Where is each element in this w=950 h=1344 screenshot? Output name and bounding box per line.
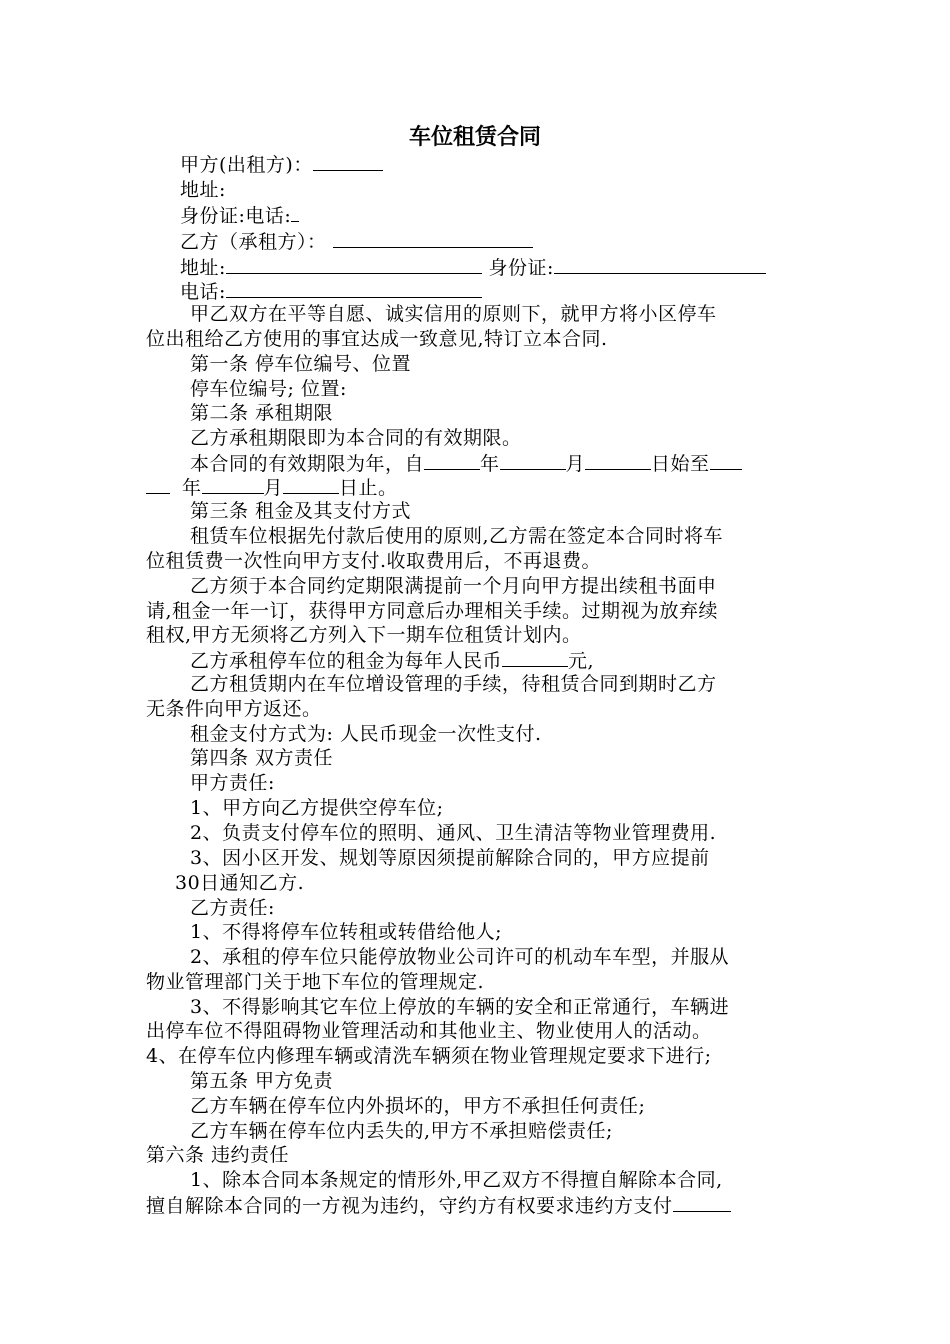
party-a-duties-heading: 甲方责任: xyxy=(190,772,275,794)
party-b-duty-4: 4、在停车位内修理车辆或清洗车辆须在物业管理规定要求下进行; xyxy=(146,1045,712,1067)
end-day-blank[interactable] xyxy=(283,475,339,494)
rent-amount-line xyxy=(190,648,594,673)
preamble-line-2: 位出租给乙方使用的事宜达成一致意见,特订立本合同. xyxy=(146,328,608,350)
party-a-duty-2: 2、负责支付停车位的照明、通风、卫生清洁等物业管理费用. xyxy=(190,822,717,844)
start-month-blank[interactable] xyxy=(500,451,566,470)
party-b-label: 乙方（承租方）： xyxy=(180,231,327,253)
article-3-body-3: 乙方须于本合同约定期限满提前一个月向甲方提出续租书面申 xyxy=(190,575,717,597)
party-a-address-label: 地址: xyxy=(180,179,226,201)
party-b-duties-heading: 乙方责任: xyxy=(190,897,275,919)
article-3-body-1: 租赁车位根据先付款后使用的原则,乙方需在签定本合同时将车 xyxy=(190,525,724,547)
party-b-address-label: 地址: xyxy=(180,257,226,279)
party-b-id-label: 身份证: xyxy=(488,257,554,279)
preamble-line-1: 甲乙双方在平等自愿、诚实信用的原则下，就甲方将小区停车 xyxy=(190,303,717,325)
party-a-duty-3: 3、因小区开发、规划等原因须提前解除合同的，甲方应提前 xyxy=(190,847,710,869)
payment-method: 租金支付方式为: 人民币现金一次性支付. xyxy=(190,723,542,745)
party-b-phone-blank[interactable] xyxy=(226,279,482,298)
start-year-blank[interactable] xyxy=(424,451,480,470)
party-b-blank[interactable] xyxy=(333,229,533,248)
end-month-blank[interactable] xyxy=(202,475,264,494)
validity-end-line xyxy=(146,475,398,500)
validity-period-label: 本合同的有效期限为年，自 xyxy=(190,453,425,475)
document-title: 车位租赁合同 xyxy=(408,125,541,150)
article-5-body-2: 乙方车辆在停车位内丢失的,甲方不承担赔偿责任; xyxy=(190,1120,613,1142)
rent-amount-label: 乙方承租停车位的租金为每年人民币 xyxy=(190,650,503,672)
party-a-id-phone-label: 身份证:电话: xyxy=(180,205,292,227)
start-month-unit: 月 xyxy=(565,453,586,475)
party-a-phone-blank[interactable] xyxy=(291,203,299,222)
party-b-duty-2-cont: 物业管理部门关于地下车位的管理规定. xyxy=(146,971,485,993)
party-b-duty-2: 2、承租的停车位只能停放物业公司许可的机动车车型，并服从 xyxy=(190,946,730,968)
article-3-heading: 第三条 租金及其支付方式 xyxy=(190,500,412,522)
party-b-duty-3: 3、不得影响其它车位上停放的车辆的安全和正常通行，车辆进 xyxy=(190,996,730,1018)
party-a-duty-3-cont: 30日通知乙方. xyxy=(175,872,305,894)
start-day-unit: 日始至 xyxy=(651,453,710,475)
start-day-blank[interactable] xyxy=(585,451,651,470)
article-6-heading: 第六条 违约责任 xyxy=(146,1144,290,1166)
party-b-phone-label: 电话: xyxy=(180,281,226,303)
party-a-blank[interactable] xyxy=(313,152,383,171)
party-b-duty-1: 1、不得将停车位转租或转借给他人; xyxy=(190,921,502,943)
article-5-heading: 第五条 甲方免责 xyxy=(190,1070,334,1092)
start-year-unit: 年 xyxy=(480,453,500,475)
article-2-body-1: 乙方承租期限即为本合同的有效期限。 xyxy=(190,427,522,449)
end-year-blank-part1[interactable] xyxy=(710,451,742,470)
party-b-duty-3-cont: 出停车位不得阻碍物业管理活动和其他业主、物业使用人的活动。 xyxy=(146,1020,712,1042)
penalty-blank[interactable] xyxy=(673,1193,731,1212)
article-2-heading: 第二条 承租期限 xyxy=(190,402,334,424)
article-5-body-1: 乙方车辆在停车位内外损坏的，甲方不承担任何责任; xyxy=(190,1095,646,1117)
article-6-body-2-line xyxy=(146,1193,731,1218)
article-3-body-4: 请,租金一年一订，获得甲方同意后办理相关手续。过期视为放弃续 xyxy=(146,600,719,622)
article-3-body-5: 租权,甲方无须将乙方列入下一期车位租赁计划内。 xyxy=(146,624,582,646)
party-b-line xyxy=(180,229,533,254)
end-year-unit: 年 xyxy=(182,477,202,499)
article-1-body: 停车位编号; 位置: xyxy=(190,378,347,400)
article-3-body-6: 乙方租赁期内在车位增设管理的手续，待租赁合同到期时乙方 xyxy=(190,673,717,695)
party-b-address-id-line xyxy=(180,255,766,280)
article-3-body-7: 无条件向甲方返还。 xyxy=(146,698,322,720)
end-year-blank-part2[interactable] xyxy=(146,475,170,494)
article-6-body-2: 擅自解除本合同的一方视为违约，守约方有权要求违约方支付 xyxy=(146,1195,673,1217)
article-6-body-1: 1、除本合同本条规定的情形外,甲乙双方不得擅自解除本合同, xyxy=(190,1169,723,1191)
party-a-label: 甲方(出租方)： xyxy=(180,154,313,176)
article-3-body-2: 位租赁费一次性向甲方支付.收取费用后，不再退费。 xyxy=(146,550,602,572)
party-a-id-phone-line xyxy=(180,203,299,228)
end-day-unit: 日止。 xyxy=(339,477,398,499)
party-b-id-blank[interactable] xyxy=(554,255,766,274)
article-1-heading: 第一条 停车位编号、位置 xyxy=(190,353,412,375)
validity-period-line xyxy=(190,451,742,476)
rent-amount-unit: 元, xyxy=(568,650,595,672)
party-a-line xyxy=(180,152,383,177)
party-b-address-blank[interactable] xyxy=(226,255,482,274)
rent-amount-blank[interactable] xyxy=(502,648,568,667)
party-a-duty-1: 1、甲方向乙方提供空停车位; xyxy=(190,797,444,819)
party-b-phone-line xyxy=(180,279,482,304)
end-month-unit: 月 xyxy=(263,477,284,499)
article-4-heading: 第四条 双方责任 xyxy=(190,747,334,769)
